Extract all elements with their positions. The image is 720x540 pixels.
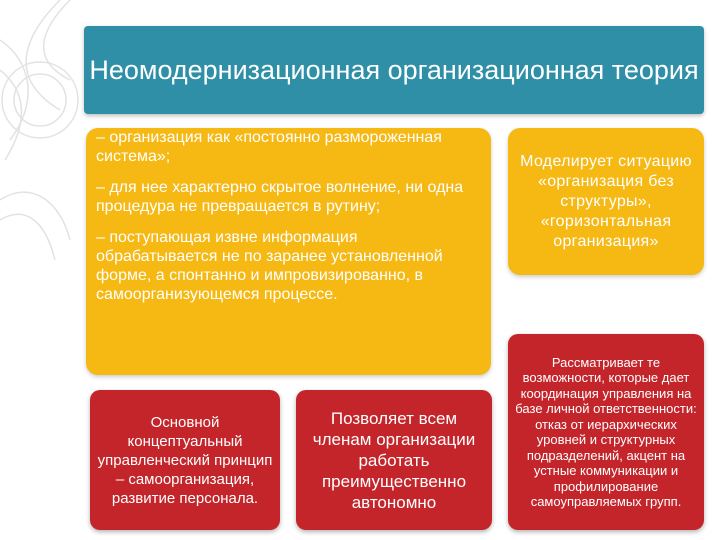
principle-box: Основной концептуальный управленческий принцип – самоорганизация, развитие персонала.: [90, 390, 280, 530]
characteristic-item: – организация как «постоянно размороженная система»;: [96, 129, 442, 165]
characteristic-item: – для нее характерно скрытое волнение, ни одна процедура не превращается в рутину;: [96, 179, 464, 215]
model-box: Моделирует ситуацию «организация без структуры», «горизонтальная организация»: [508, 128, 704, 275]
coordination-box: Рассматривает те возможности, которые дает координация управления на базе личной ответственности: отказ от иерархических уровней и структурных подразделений, акцент на устные коммуникации и профилирование самоуправляемых групп.: [508, 334, 704, 530]
autonomy-box: Позволяет всем членам организации работать преимущественно автономно: [296, 390, 492, 530]
characteristics-box: [86, 128, 491, 375]
characteristic-item: – поступающая извне информация обрабатывается не по заранее установленной форме, а спонтанно и импровизированно, в самоорганизующемся процессе.: [96, 229, 443, 303]
page-title: Неомодернизационная организационная теория: [84, 26, 704, 114]
